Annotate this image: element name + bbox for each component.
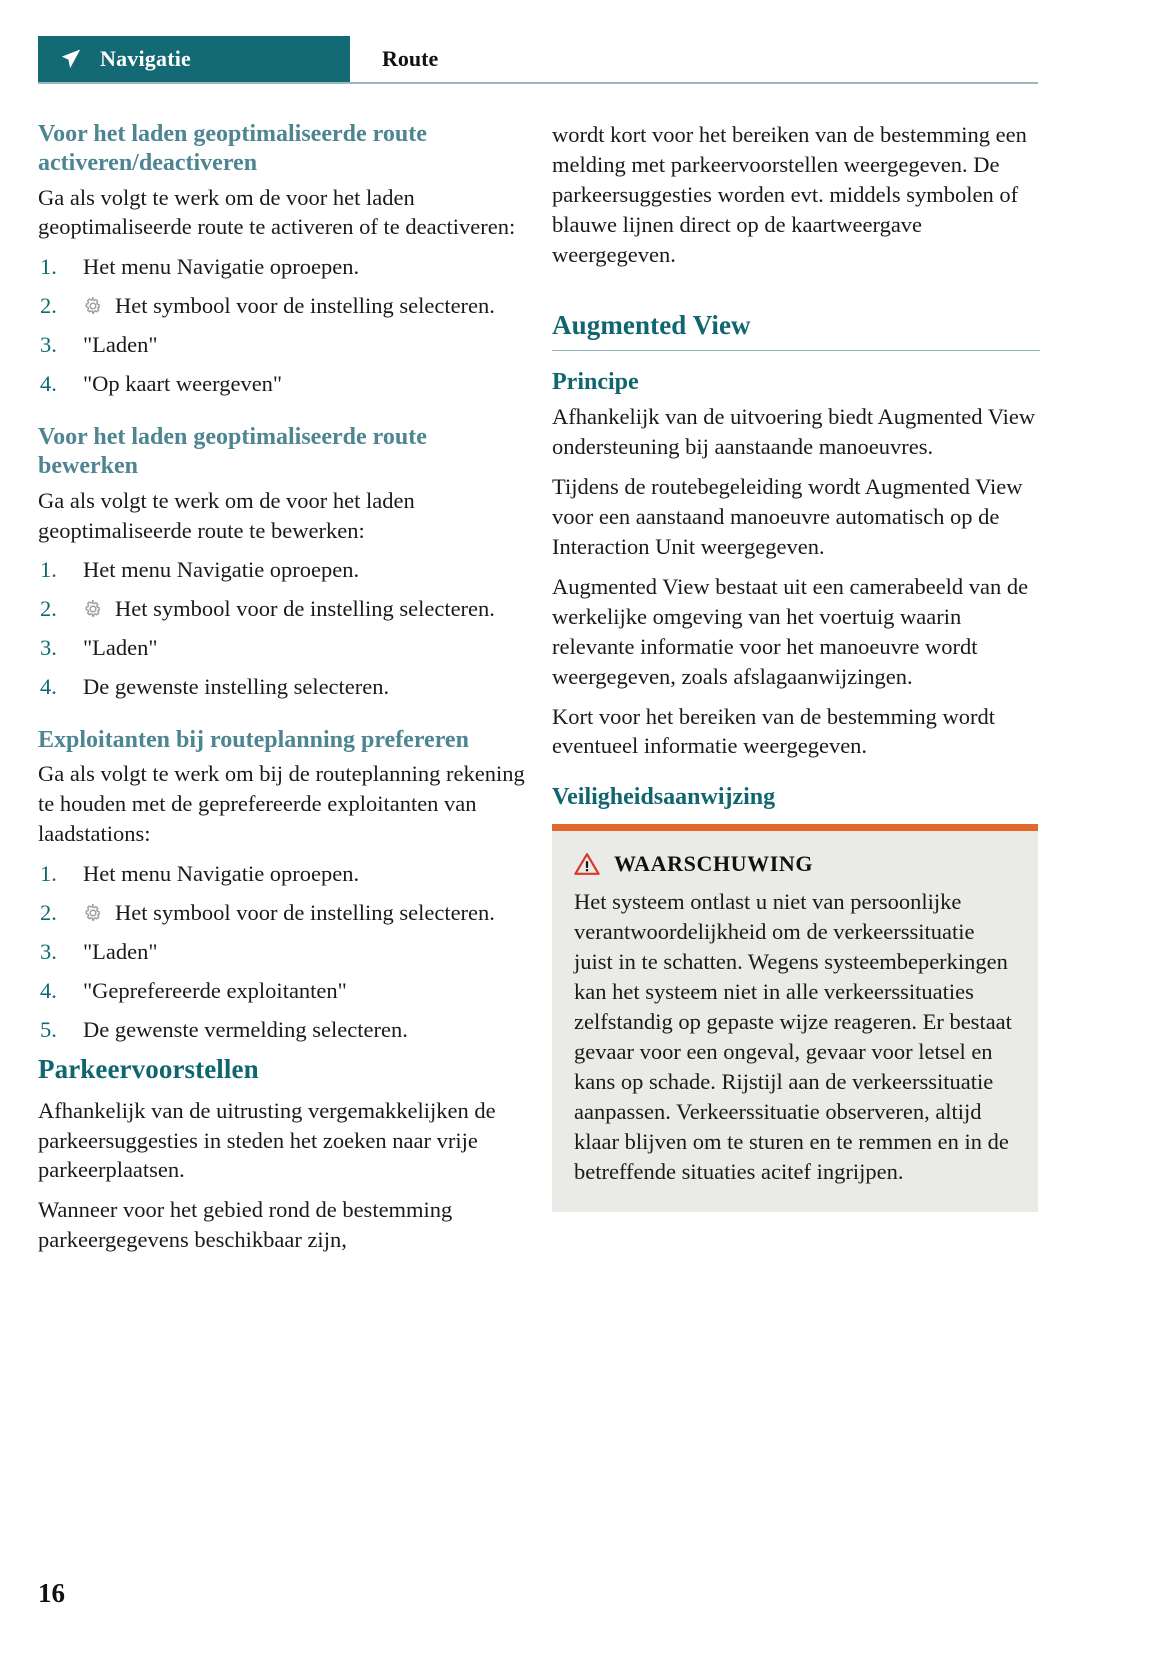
step-text: "Laden" (83, 635, 158, 661)
principe-paragraph-3: Augmented View bestaat uit een camerabeeld van de werkelijke omgeving van het voertuig waarin relevante informatie voor het manoeuvre wordt weergegeven, zoals afslagaanwijzingen. (552, 573, 1029, 689)
principe-paragraph-2: Tijdens de routebegeleiding wordt Augmented View voor een aanstaand manoeuvre automatisch op de Interaction Unit weergegeven. (552, 474, 1023, 559)
right-column (552, 120, 1040, 1212)
warning-title: WAARSCHUWING (614, 851, 814, 877)
parking-paragraph-2: Wanneer voor het gebied rond de bestemming parkeergegevens beschikbaar zijn, (38, 1197, 453, 1253)
gear-icon (83, 296, 103, 316)
heading-augmented-view: Augmented View (552, 310, 1040, 352)
list-item (38, 898, 526, 928)
parking-paragraph-1: Afhankelijk van de uitrusting vergemakkelijken de parkeersuggesties in steden het zoeken naar vrije parkeerplaatsen. (38, 1097, 496, 1183)
list-item (38, 859, 526, 889)
list-item (38, 976, 526, 1006)
heading-edit-route: Voor het laden geoptimaliseerde route bewerken (38, 424, 427, 480)
parking-continuation-paragraph: wordt kort voor het bereiken van de bestemming een melding met parkeervoorstellen weergegeven. De parkeersuggesties worden evt. middels symbolen of blauwe lijnen direct op de kaartweergave weergegeven. (552, 122, 1027, 267)
page-number: 16 (38, 1578, 65, 1608)
list-item (38, 330, 526, 360)
list-item (38, 937, 526, 967)
heading-principe: Principe (552, 369, 639, 396)
steps-edit-route (38, 555, 526, 702)
header-section-title: Route (382, 46, 439, 71)
heading-activate-deactivate: Voor het laden geoptimaliseerde route activeren/deactiveren (38, 121, 427, 177)
gear-icon (83, 599, 103, 619)
navigation-arrow-icon (58, 46, 84, 72)
step-text: "Op kaart weergeven" (83, 371, 283, 397)
header-divider (38, 82, 1038, 84)
warning-box (552, 824, 1038, 1212)
steps-activate-deactivate (38, 252, 526, 399)
heading-prefer-operators: Exploitanten bij routeplanning prefereren (38, 727, 469, 754)
step-text: Het menu Navigatie oproepen. (83, 254, 360, 280)
header-brand-label: Navigatie (100, 46, 192, 71)
step-text: Het menu Navigatie oproepen. (83, 861, 360, 887)
step-text: Het symbool voor de instelling selecteren. (115, 293, 495, 319)
intro-activate-deactivate: Ga als volgt te werk om de voor het laden geoptimaliseerde route te activeren of te deactiveren: (38, 184, 516, 240)
header-brand (38, 36, 350, 82)
heading-parking-suggestions: Parkeervoorstellen (38, 1053, 259, 1084)
step-text: Het symbool voor de instelling selecteren. (115, 900, 495, 926)
step-text: De gewenste instelling selecteren. (83, 674, 390, 700)
list-item (38, 633, 526, 663)
principe-paragraph-4: Kort voor het bereiken van de bestemming wordt eventueel informatie weergegeven. (552, 703, 996, 759)
principe-paragraph-1: Afhankelijk van de uitvoering biedt Augmented View ondersteuning bij aanstaande manoeuvres. (552, 404, 1036, 460)
intro-prefer-operators: Ga als volgt te werk om bij de routeplanning rekening te houden met de geprefereerde exploitanten van laadstations: (38, 761, 525, 847)
list-item (38, 291, 526, 321)
warning-text: Het systeem ontlast u niet van persoonlijke verantwoordelijkheid om de verkeerssituatie juist in te schatten. Wegens systeembeperkingen kan het systeem niet in alle verkeerssituaties zelfstandig op gepaste wijze reageren. Er bestaat gevaar voor een ongeval, gevaar voor letsel en kans op schade. Rijstijl aan de verkeerssituatie aanpassen. Verkeerssituatie observeren, altijd klaar blijven om te sturen en te remmen en in de betreffende situaties acitef ingrijpen. (574, 889, 1012, 1184)
steps-prefer-operators (38, 859, 526, 1045)
list-item (38, 672, 526, 702)
step-text: "Laden" (83, 332, 158, 358)
step-text: Het menu Navigatie oproepen. (83, 557, 360, 583)
list-item (38, 1015, 526, 1045)
warning-header (574, 851, 1016, 877)
list-item (38, 555, 526, 585)
page-header (38, 36, 1038, 82)
list-item (38, 252, 526, 282)
intro-edit-route: Ga als volgt te werk om de voor het laden geoptimaliseerde route te bewerken: (38, 487, 415, 543)
step-text: Het symbool voor de instelling selecteren. (115, 596, 495, 622)
warning-triangle-icon (574, 852, 600, 876)
step-text: "Geprefereerde exploitanten" (83, 977, 347, 1003)
list-item (38, 594, 526, 624)
left-column (38, 120, 526, 1265)
step-text: "Laden" (83, 939, 158, 964)
gear-icon (83, 903, 103, 923)
step-text: De gewenste vermelding selecteren. (83, 1016, 408, 1042)
heading-safety-notice: Veiligheidsaanwijzing (552, 784, 776, 811)
list-item (38, 369, 526, 399)
